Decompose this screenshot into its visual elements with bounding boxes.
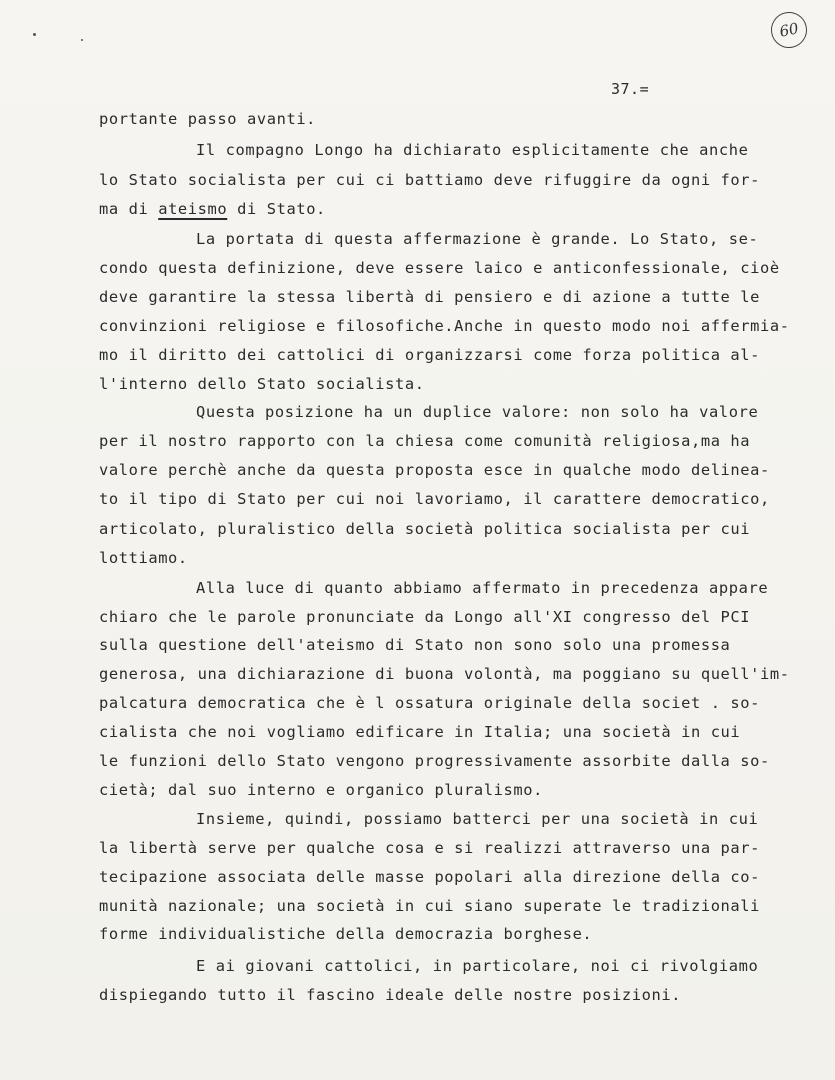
text-line: lo Stato socialista per cui ci battiamo deve rifuggire da ogni for- <box>99 171 761 189</box>
paragraph-start: Questa posizione ha un duplice valore: non solo ha valore <box>196 403 759 421</box>
text-line: forme individualistiche della democrazia borghese. <box>99 925 593 943</box>
text-line: sulla questione dell'ateismo di Stato non sono solo una promessa <box>99 636 731 654</box>
page-number: 37.= <box>611 80 650 98</box>
archive-page-stamp: 60 <box>768 9 811 52</box>
text-line: portante passo avanti. <box>99 110 317 128</box>
paragraph-start: Il compagno Longo ha dichiarato esplicitamente che anche <box>196 141 749 159</box>
text-line: articolato, pluralistico della società politica socialista per cui <box>99 520 751 538</box>
text-line: cialista che noi vogliamo edificare in Italia; una società in cui <box>99 723 741 741</box>
text-line: le funzioni dello Stato vengono progressivamente assorbite dalla so- <box>99 752 770 770</box>
underlined-word: ateismo <box>158 200 228 218</box>
paragraph-start: La portata di questa affermazione è grande. Lo Stato, se- <box>196 230 759 248</box>
text-line: l'interno dello Stato socialista. <box>99 375 425 393</box>
text-line: dispiegando tutto il fascino ideale delle nostre posizioni. <box>99 986 682 1004</box>
text-line: deve garantire la stessa libertà di pensiero e di azione a tutte le <box>99 288 761 306</box>
text-line: generosa, una dichiarazione di buona volontà, ma poggiano su quell'im- <box>99 665 790 683</box>
text-line: tecipazione associata delle masse popolari alla direzione della co- <box>99 868 761 886</box>
text-line: convinzioni religiose e filosofiche.Anche in questo modo noi affermia- <box>99 317 790 335</box>
text-line <box>99 199 326 219</box>
paragraph-start: Insieme, quindi, possiamo batterci per una società in cui <box>196 810 759 828</box>
text-line: to il tipo di Stato per cui noi lavoriamo, il carattere democratico, <box>99 490 770 508</box>
text-fragment: di Stato. <box>227 200 326 218</box>
text-line: palcatura democratica che è l ossatura originale della societ . so- <box>99 694 761 712</box>
paragraph-start: E ai giovani cattolici, in particolare, noi ci rivolgiamo <box>196 957 759 975</box>
text-line: munità nazionale; una società in cui siano superate le tradizionali <box>99 897 761 915</box>
paper-speck <box>81 39 83 41</box>
text-line: mo il diritto dei cattolici di organizzarsi come forza politica al- <box>99 346 761 364</box>
text-line: valore perchè anche da questa proposta esce in qualche modo delinea- <box>99 461 770 479</box>
text-line: lottiamo. <box>99 549 188 567</box>
text-line: la libertà serve per qualche cosa e si realizzi attraverso una par- <box>99 839 761 857</box>
text-fragment: ma di <box>99 200 159 218</box>
text-line: chiaro che le parole pronunciate da Longo all'XI congresso del PCI <box>99 608 751 626</box>
paper-speck <box>33 33 36 36</box>
text-line: cietà; dal suo interno e organico pluralismo. <box>99 781 543 799</box>
text-line: per il nostro rapporto con la chiesa come comunità religiosa,ma ha <box>99 432 751 450</box>
paragraph-start: Alla luce di quanto abbiamo affermato in precedenza appare <box>196 579 769 597</box>
text-line: condo questa definizione, deve essere laico e anticonfessionale, cioè <box>99 259 780 277</box>
